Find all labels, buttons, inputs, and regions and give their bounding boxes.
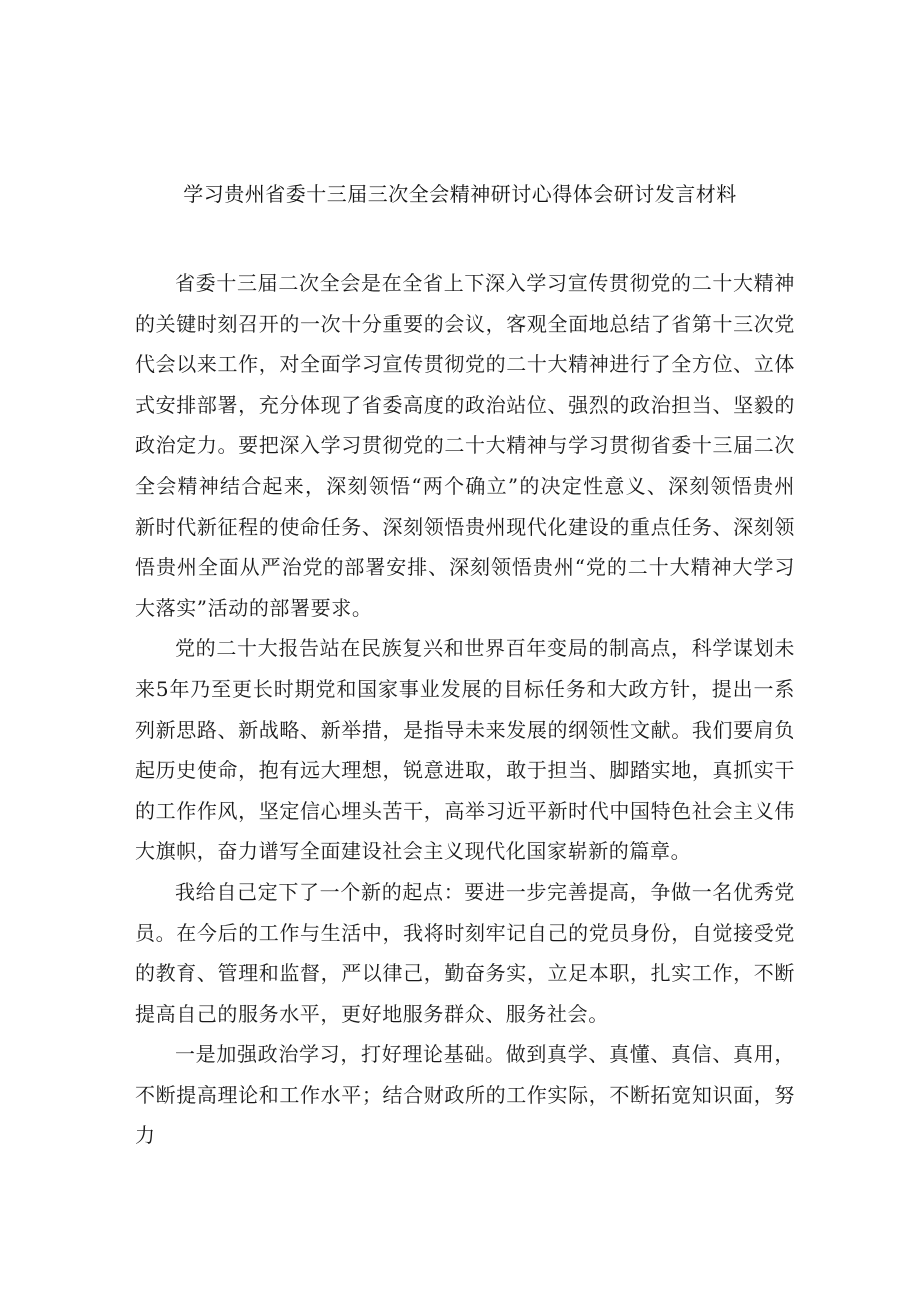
paragraph: 党的二十大报告站在民族复兴和世界百年变局的制高点，科学谋划未来5年乃至更长时期党和国家事业发展的目标任务和大政方针，提出一系列新思路、新战略、新举措，是指导未来发展的纲领性文献。我们要肩负起历史使命，抱有远大理想，锐意进取，敢于担当、脚踏实地，真抓实干的工作作风，坚定信心埋头苦干，高举习近平新时代中国特色社会主义伟大旗帜，奋力谱写全面建设社会主义现代化国家崭新的篇章。 — [135, 636, 795, 864]
paragraph: 省委十三届二次全会是在全省上下深入学习宣传贯彻党的二十大精神的关键时刻召开的一次十分重要的会议，客观全面地总结了省第十三次党代会以来工作，对全面学习宣传贯彻党的二十大精神进行了全方位、立体式安排部署，充分体现了省委高度的政治站位、强烈的政治担当、坚毅的政治定力。要把深入学习贯彻党的二十大精神与学习贯彻省委十三届二次全会精神结合起来，深刻领悟“两个确立”的决定性意义、深刻领悟贵州新时代新征程的使命任务、深刻领悟贵州现代化建设的重点任务、深刻领悟贵州全面从严治党的部署安排、深刻领悟贵州“党的二十大精神大学习大落实”活动的部署要求。 — [135, 271, 795, 620]
document-body — [135, 263, 795, 1156]
paragraph: 一是加强政治学习，打好理论基础。做到真学、真懂、真信、真用，不断提高理论和工作水平；结合财政所的工作实际，不断拓宽知识面，努力 — [135, 1042, 795, 1148]
paragraph: 我给自己定下了一个新的起点：要进一步完善提高，争做一名优秀党员。在今后的工作与生活中，我将时刻牢记自己的党员身份，自觉接受党的教育、管理和监督，严以律己，勤奋务实，立足本职，扎实工作，不断提高自己的服务水平，更好地服务群众、服务社会。 — [135, 879, 795, 1026]
document-title: 学习贵州省委十三届三次全会精神研讨心得体会研讨发言材料 — [183, 182, 737, 206]
